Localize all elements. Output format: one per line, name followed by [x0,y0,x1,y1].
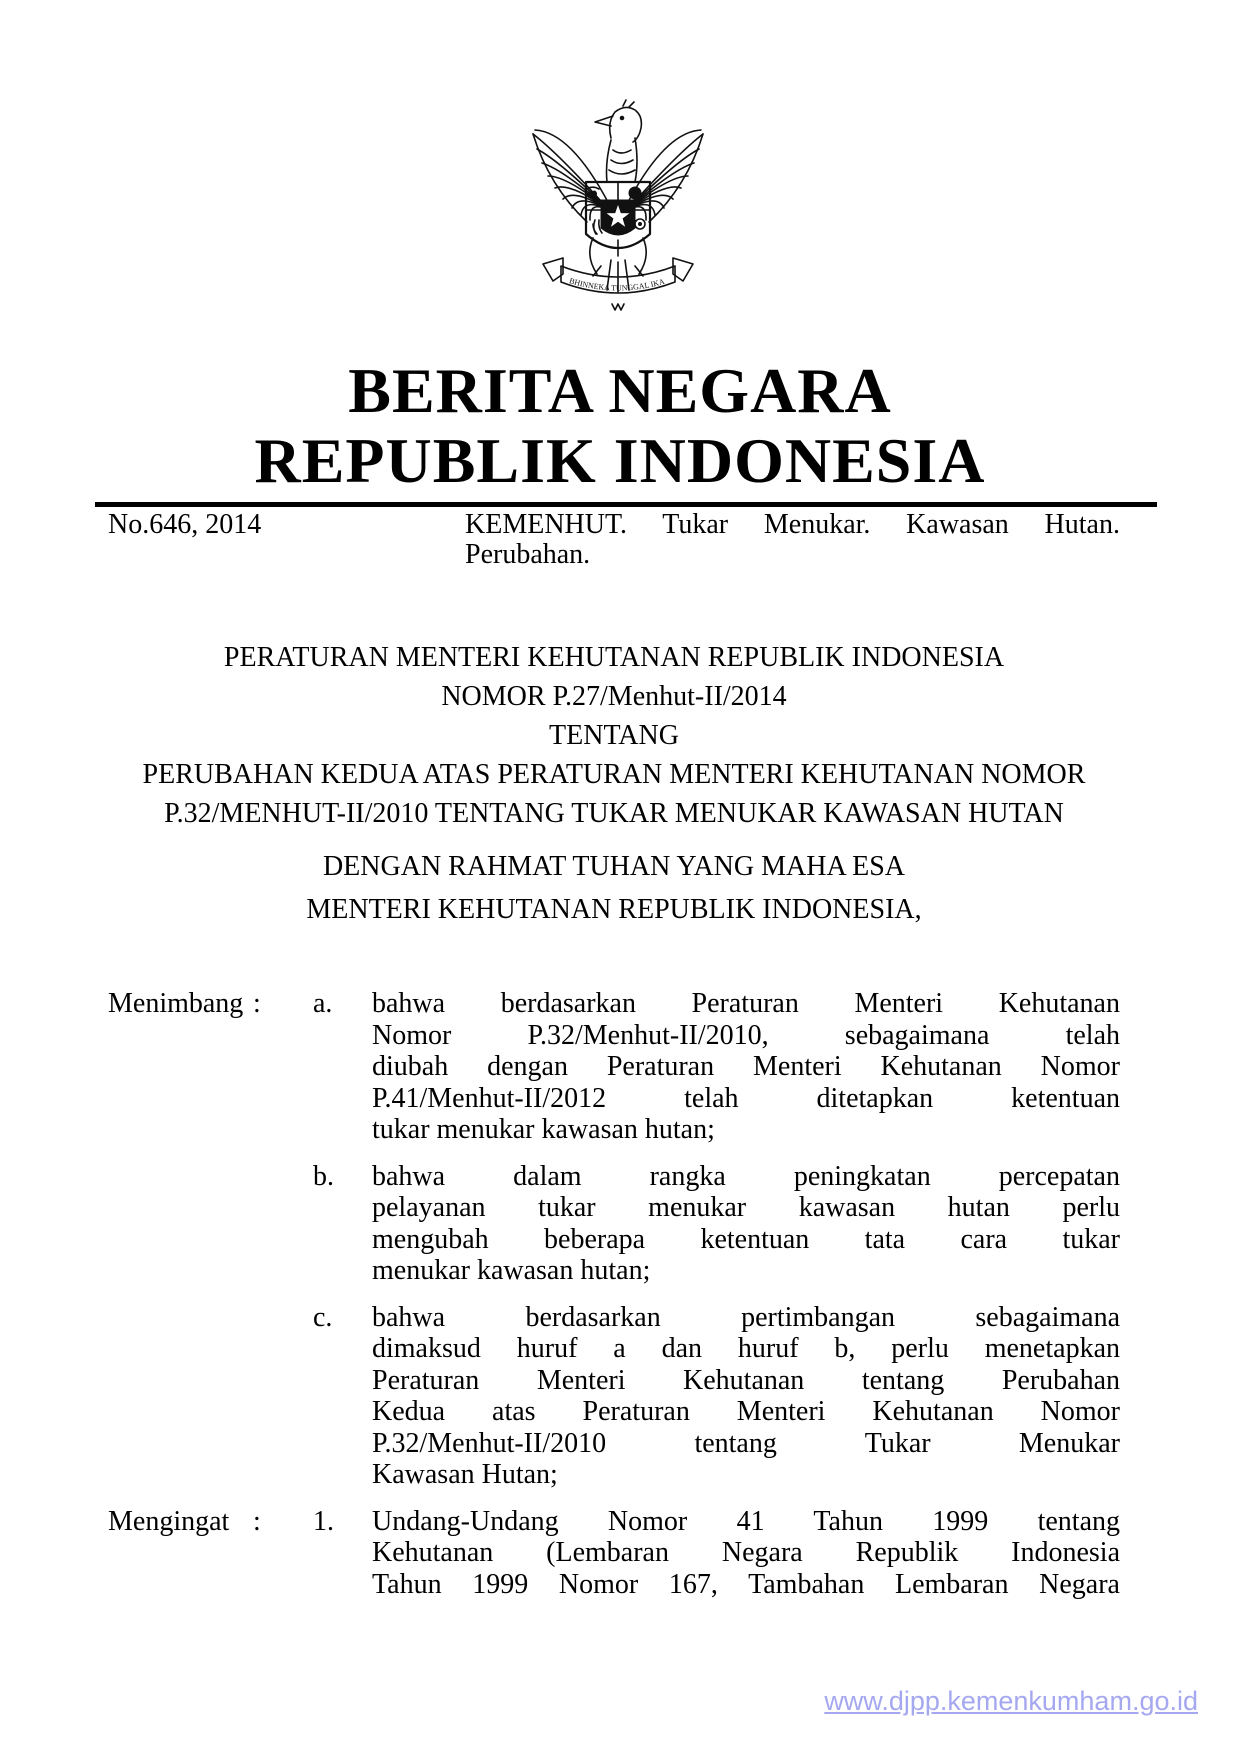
issue-subject [465,510,1120,570]
text-line: Tahun 1999 Nomor 167, Tambahan Lembaran Negara [372,1568,1120,1600]
item-marker: 1. [313,1505,334,1537]
item-text [372,988,1120,1146]
heading-line: PERUBAHAN KEDUA ATAS PERATURAN MENTERI KEHUTANAN NOMOR [142,759,1086,790]
item-text [372,1161,1120,1287]
empty-cell [253,1302,313,1491]
text-line: Kawasan Hutan; [372,1459,558,1490]
bull-symbol [587,191,596,199]
heading-line: NOMOR P.27/Menhut-II/2014 [441,681,787,712]
text-line: tukar menukar kawasan hutan; [372,1114,715,1145]
item-marker: c. [313,1301,333,1333]
text-line: Peraturan Menteri Kehutanan tentang Perubahan [372,1364,1120,1396]
clause-label: Menimbang [108,988,244,1019]
right-wing [627,130,703,222]
pancasila-shield [585,182,650,256]
garuda-pancasila-emblem [521,98,715,312]
heading-line: PERATURAN MENTERI KEHUTANAN REPUBLIK INDONESIA [223,642,1005,673]
text-line: Nomor P.32/Menhut-II/2010, sebagaimana telah [372,1019,1120,1051]
clause-label: Mengingat [108,1505,230,1537]
motto-text: BHINNEKA TUNGGAL IKA [568,276,666,293]
subject-line: KEMENHUT. Tukar Menukar. Kawasan Hutan. [465,509,1120,540]
text-line: diubah dengan Peraturan Menteri Kehutanan Nomor [372,1051,1120,1082]
invocation [108,845,1120,931]
text-line: Kedua atas Peraturan Menteri Kehutanan Nomor [372,1396,1120,1427]
menimbang-item-b [108,1161,1120,1287]
text-line: Undang-Undang Nomor 41 Tahun 1999 tentang [372,1505,1120,1537]
text-line: Kehutanan (Lembaran Negara Republik Indonesia [372,1537,1120,1568]
item-text [372,1506,1120,1601]
subject-line: Perubahan. [465,539,591,570]
banyan-tree-symbol [629,187,641,199]
empty-cell [108,1161,253,1287]
text-line: bahwa dalam rangka peningkatan percepatan [372,1160,1120,1192]
menimbang-item-c [108,1302,1120,1491]
invocation-line: DENGAN RAHMAT TUHAN YANG MAHA ESA [322,851,906,882]
masthead [0,356,1240,496]
invocation-line: MENTERI KEHUTANAN REPUBLIK INDONESIA, [306,894,922,925]
text-line: mengubah beberapa ketentuan tata cara tukar [372,1223,1120,1255]
heading-line: P.32/MENHUT-II/2010 TENTANG TUKAR MENUKAR KAWASAN HUTAN [164,798,1064,829]
footer-url-link[interactable]: www.djpp.kemenkumham.go.id [824,1686,1198,1716]
masthead-line2: REPUBLIK INDONESIA [254,425,986,496]
mengingat-item-1 [108,1506,1120,1601]
heading-line: TENTANG [549,720,679,751]
clause-colon: : [253,988,261,1019]
item-text [372,1302,1120,1491]
masthead-line1: BERITA NEGARA [348,355,892,426]
text-line: bahwa berdasarkan Peraturan Menteri Kehutanan [372,988,1120,1019]
text-line: P.32/Menhut-II/2010 tentang Tukar Menukar [372,1427,1120,1459]
left-wing [533,130,609,222]
text-line: pelayanan tukar menukar kawasan hutan perlu [372,1192,1120,1223]
empty-cell [108,1302,253,1491]
eagle-head [595,100,641,182]
item-marker: b. [313,1160,334,1192]
regulation-heading [108,638,1120,833]
clauses-section [108,988,1120,1615]
masthead-divider-rule [95,502,1157,507]
text-line: menukar kawasan hutan; [372,1255,651,1286]
clause-colon: : [253,1505,261,1537]
issue-number: No.646, 2014 [108,509,262,540]
text-line: bahwa berdasarkan pertimbangan sebagaimana [372,1301,1120,1333]
garuda-emblem-svg [521,98,715,312]
empty-cell [253,1161,313,1287]
text-line: dimaksud huruf a dan huruf b, perlu menetapkan [372,1333,1120,1364]
menimbang-item-a [108,988,1120,1146]
text-line: P.41/Menhut-II/2012 telah ditetapkan ketentuan [372,1082,1120,1114]
item-marker: a. [313,988,333,1019]
